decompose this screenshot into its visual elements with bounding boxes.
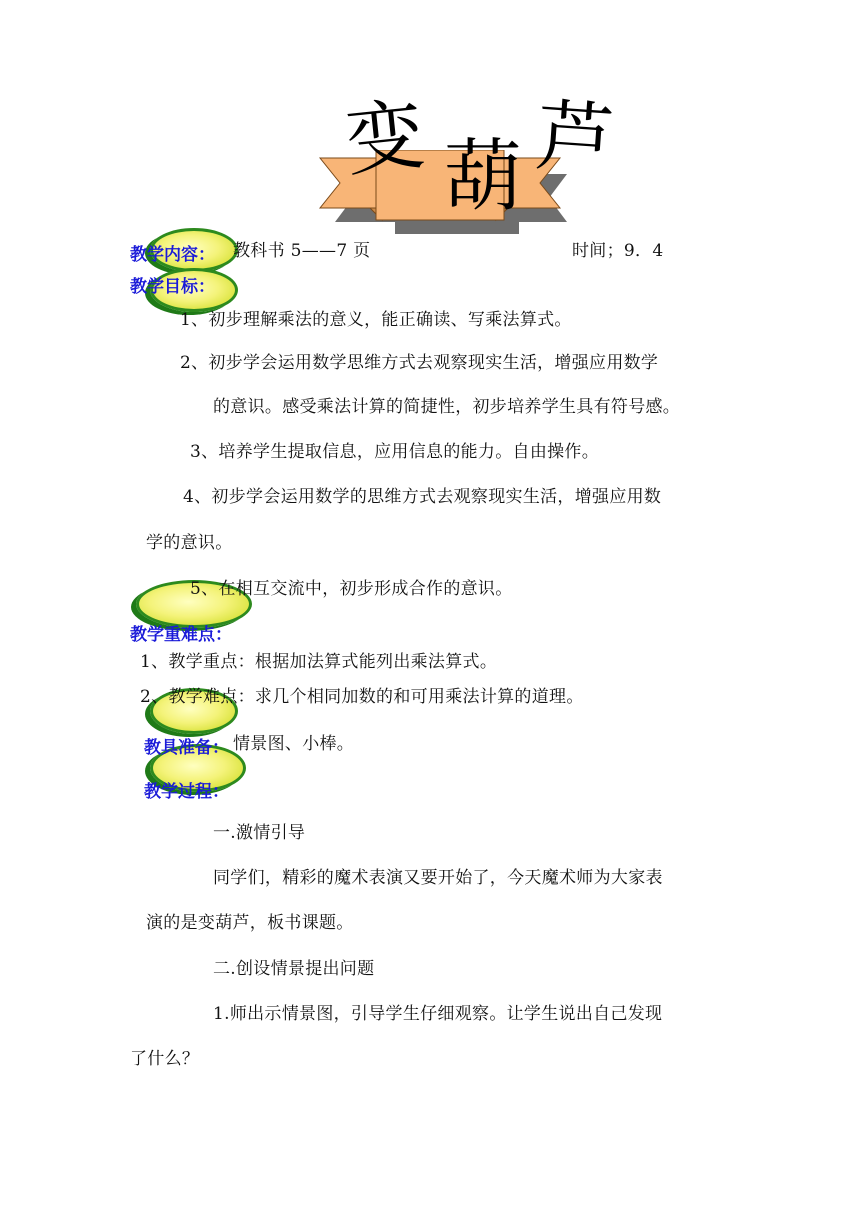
process-line-3: 演的是变葫芦，板书课题。 bbox=[146, 913, 354, 933]
goal-item-2-cont: 的意识。感受乘法计算的简捷性，初步培养学生具有符号感。 bbox=[213, 397, 681, 417]
difficulty-item-1: 1、教学重点：根据加法算式能列出乘法算式。 bbox=[140, 652, 498, 672]
process-line-5: 1.师出示情景图，引导学生仔细观察。让学生说出自己发现 bbox=[213, 1004, 663, 1024]
title-char-3: 芦 bbox=[532, 91, 618, 187]
goal-item-4: 4、初步学会运用数学的思维方式去观察现实生活，增强应用数 bbox=[183, 487, 662, 507]
title-char-1: 变 bbox=[341, 90, 429, 188]
content-value: 教科书 5——7 页 bbox=[233, 241, 371, 261]
tools-value: 情景图、小棒。 bbox=[233, 734, 355, 754]
process-line-6: 了什么？ bbox=[130, 1049, 200, 1069]
difficulties-label: 教学重难点： bbox=[130, 625, 232, 645]
goal-item-3: 3、培养学生提取信息，应用信息的能力。自由操作。 bbox=[190, 442, 600, 462]
title-char-2: 葫 bbox=[444, 132, 523, 222]
time-label: 时间；9．4 bbox=[572, 241, 664, 261]
goal-item-1: 1、初步理解乘法的意义，能正确读、写乘法算式。 bbox=[180, 310, 572, 330]
goal-item-2: 2、初步学会运用数学思维方式去观察现实生活，增强应用数学 bbox=[180, 353, 659, 373]
process-line-1: 一.激情引导 bbox=[213, 823, 306, 843]
difficulty-item-2: 2、教学难点：求几个相同加数的和可用乘法计算的道理。 bbox=[140, 687, 584, 707]
goal-item-4-cont: 学的意识。 bbox=[146, 533, 233, 553]
tools-label: 教具准备： bbox=[144, 738, 229, 758]
goals-label: 教学目标： bbox=[130, 277, 215, 297]
goal-item-5: 5、在相互交流中，初步形成合作的意识。 bbox=[190, 579, 513, 599]
content-label: 教学内容： bbox=[130, 245, 215, 265]
process-line-4: 二.创设情景提出问题 bbox=[213, 959, 375, 979]
process-line-2: 同学们，精彩的魔术表演又要开始了，今天魔术师为大家表 bbox=[213, 868, 663, 888]
process-label: 教学过程： bbox=[144, 782, 229, 802]
